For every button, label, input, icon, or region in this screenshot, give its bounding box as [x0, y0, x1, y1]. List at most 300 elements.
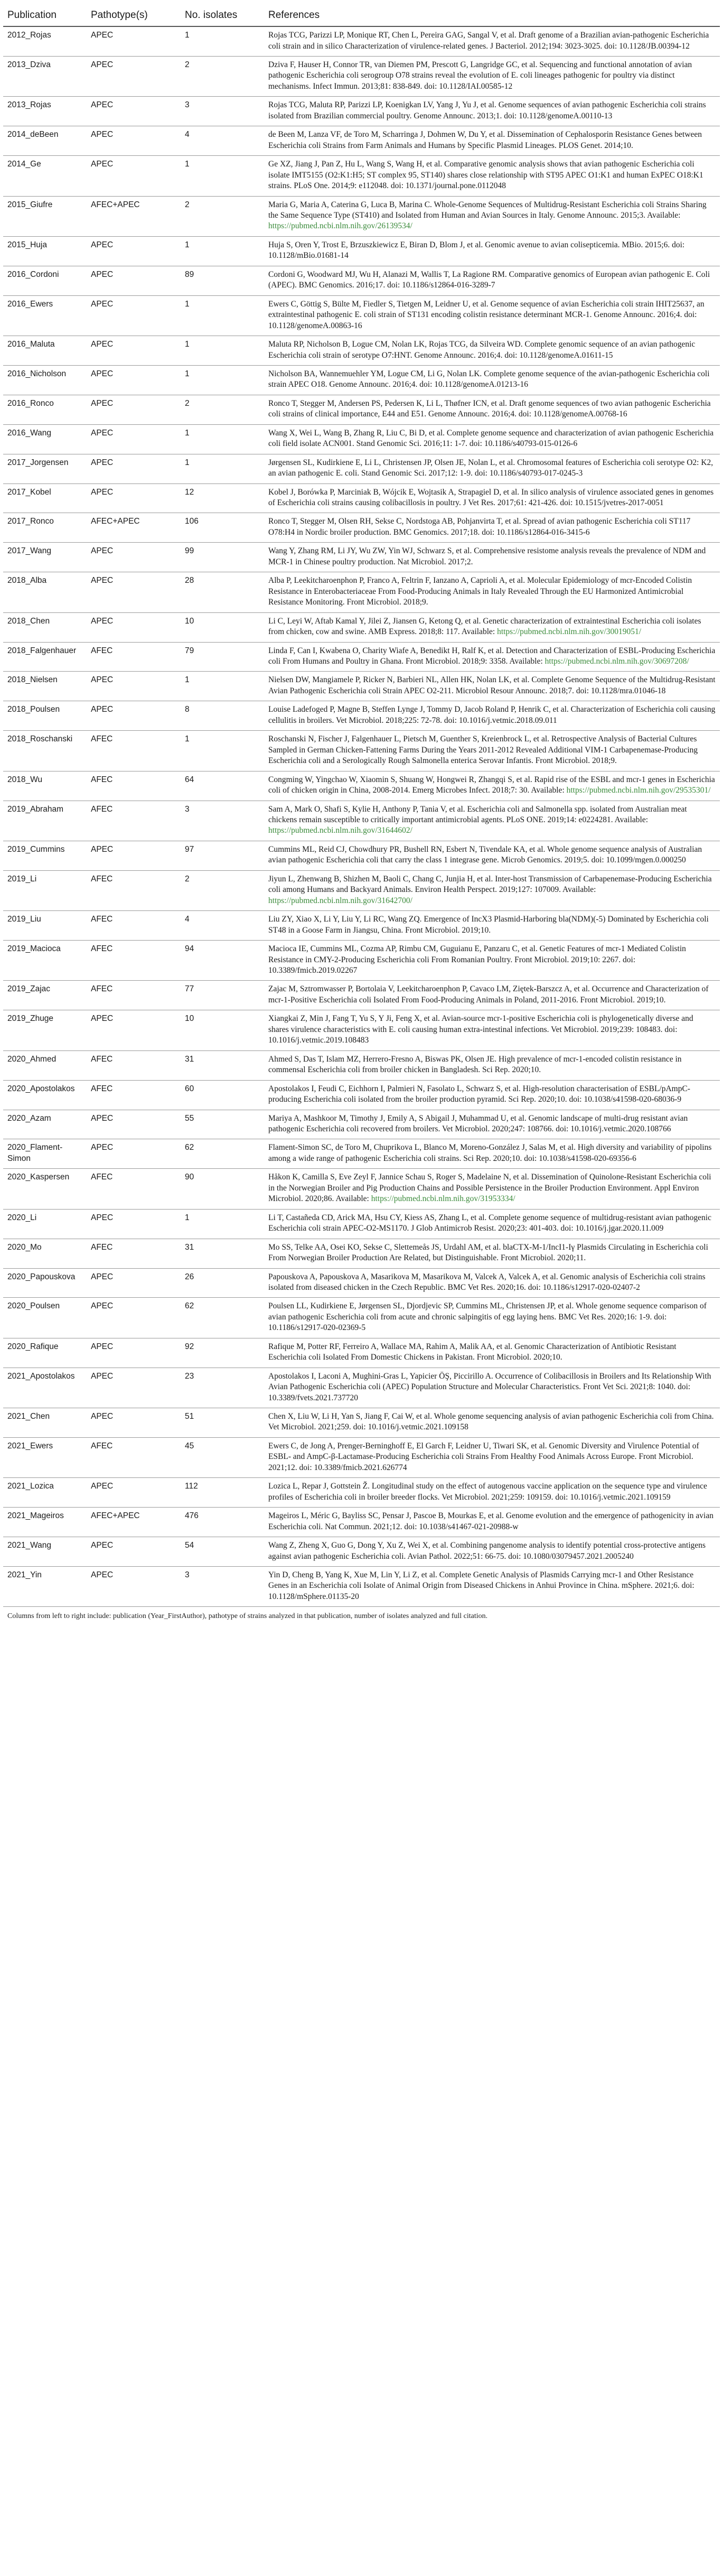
reference-text: de Been M, Lanza VF, de Toro M, Scharringa J, Dohmen W, Du Y, et al. Dissemination of Cephalosporin Resistance Genes between Escherichia coli Strains from Farm Animals and Humans by Specific Plasmid Lineages. PLOS Genet. 2014;10.	[268, 130, 702, 150]
table-row	[3, 731, 720, 771]
reference-text: Papouskova A, Papouskova A, Masarikova M, Masarikova M, Valcek A, Valcek A, et al. Genomic analysis of Escherichia coli strains isolated from diseased chicken in the Czech Republic. BMC Vet Res. 2020;16. doi: 10.1186/s12917-020-02407-2	[268, 1272, 706, 1292]
cell-reference	[264, 97, 720, 126]
table-header-row	[3, 4, 720, 26]
table-row	[3, 1169, 720, 1209]
cell-no-isolates: 45	[181, 1437, 264, 1477]
table-row	[3, 841, 720, 870]
cell-reference	[264, 801, 720, 841]
cell-reference	[264, 1437, 720, 1477]
table-row	[3, 941, 720, 981]
reference-text: Zajac M, Sztromwasser P, Bortolaia V, Leekitcharoenphon P, Cavaco LM, Ziętek-Barszcz A, et al. Occurrence and Characterization of mcr-1-Positive Escherichia coli Isolated From Food-Producing Animals in Poland, 2011-2016. Front Microbiol. 2019;10.	[268, 984, 709, 1005]
cell-pathotype: AFEC	[87, 1050, 181, 1080]
cell-reference	[264, 513, 720, 543]
table-row	[3, 1268, 720, 1298]
cell-pathotype: APEC	[87, 266, 181, 295]
cell-no-isolates: 1	[181, 336, 264, 366]
table-row	[3, 1239, 720, 1268]
cell-pathotype: AFEC+APEC	[87, 1508, 181, 1537]
cell-reference	[264, 236, 720, 266]
cell-reference	[264, 543, 720, 572]
reference-text: Liu ZY, Xiao X, Li Y, Liu Y, Li RC, Wang ZQ. Emergence of IncX3 Plasmid-Harboring bla(NDM)(-5) Dominated by Escherichia coli ST48 in a Goose Farm in Jiangsu, China. Front Microbiol. 2019;10.	[268, 915, 709, 935]
reference-text: Ronco T, Stegger M, Olsen RH, Sekse C, Nordstoga AB, Pohjanvirta T, et al. Spread of avian pathogenic Escherichia coli ST117 O78:H4 in Nordic broiler production. BMC Genomics. 2017;18. doi: 10.1186/s12864-016-3415-6	[268, 517, 691, 537]
cell-reference	[264, 26, 720, 56]
reference-link[interactable]: https://pubmed.ncbi.nlm.nih.gov/31644602/	[268, 826, 412, 835]
cell-no-isolates: 1	[181, 295, 264, 336]
cell-pathotype: APEC	[87, 236, 181, 266]
table-row	[3, 1408, 720, 1438]
cell-publication: 2020_Mo	[3, 1239, 87, 1268]
cell-no-isolates: 1	[181, 454, 264, 483]
cell-publication: 2019_Macioca	[3, 941, 87, 981]
cell-reference	[264, 672, 720, 701]
cell-reference	[264, 1508, 720, 1537]
cell-publication: 2021_Wang	[3, 1537, 87, 1567]
cell-publication: 2020_Rafique	[3, 1338, 87, 1368]
cell-no-isolates: 1	[181, 365, 264, 395]
cell-reference	[264, 911, 720, 941]
publications-table	[3, 4, 720, 1607]
cell-publication: 2019_Liu	[3, 911, 87, 941]
table-row	[3, 365, 720, 395]
reference-text: Congming W, Yingchao W, Xiaomin S, Shuang W, Hongwei R, Zhangqi S, et al. Rapid rise of the ESBL and mcr-1 genes in Escherichia coli of chicken origin in China, 2008-2014. Emerg Microbes Infect. 2018;7: 30. Available:	[268, 775, 715, 795]
table-row	[3, 1298, 720, 1338]
reference-text: Wang Z, Zheng X, Guo G, Dong Y, Xu Z, Wei X, et al. Combining pangenome analysis to identify potential cross-protective antigens against avian pathogenic Escherichia coli. Avian Pathol. 2022;51: 66-75. doi: 10.1080/03079457.2021.2005240	[268, 1541, 706, 1561]
table-row	[3, 126, 720, 156]
cell-pathotype: APEC	[87, 365, 181, 395]
cell-publication: 2018_Chen	[3, 612, 87, 642]
table-row	[3, 1110, 720, 1139]
cell-pathotype: APEC	[87, 1010, 181, 1050]
cell-reference	[264, 56, 720, 96]
cell-reference	[264, 1169, 720, 1209]
table-row	[3, 543, 720, 572]
cell-reference	[264, 126, 720, 156]
table-row	[3, 1537, 720, 1567]
table-row	[3, 236, 720, 266]
header-publication: Publication	[3, 4, 87, 26]
cell-pathotype: APEC	[87, 1408, 181, 1438]
cell-reference	[264, 1139, 720, 1169]
cell-publication: 2020_Flament-Simon	[3, 1139, 87, 1169]
cell-no-isolates: 12	[181, 483, 264, 513]
cell-no-isolates: 1	[181, 236, 264, 266]
cell-pathotype: APEC	[87, 1209, 181, 1239]
cell-publication: 2018_Falgenhauer	[3, 642, 87, 672]
reference-text: Yin D, Cheng B, Yang K, Xue M, Lin Y, Li Z, et al. Complete Genetic Analysis of Plasmids Carrying mcr-1 and Other Resistance Genes in an Escherichia coli Isolate of Animal Origin from Diseased Chickens in Anhui Province in China. mSphere. 2021;6. doi: 10.1128/mSphere.01135-20	[268, 1570, 694, 1601]
cell-reference	[264, 1110, 720, 1139]
cell-pathotype: AFEC+APEC	[87, 513, 181, 543]
table-row	[3, 513, 720, 543]
cell-pathotype: APEC	[87, 1268, 181, 1298]
cell-publication: 2018_Roschanski	[3, 731, 87, 771]
table-row	[3, 395, 720, 424]
table-row	[3, 1209, 720, 1239]
reference-link[interactable]: https://pubmed.ncbi.nlm.nih.gov/30019051/	[497, 627, 642, 637]
cell-pathotype: APEC	[87, 336, 181, 366]
cell-pathotype: AFEC	[87, 911, 181, 941]
table-caption: Columns from left to right include: publication (Year_FirstAuthor), pathotype of strains analyzed in that publication, number of isolates analyzed and full citation.	[7, 1612, 488, 1621]
cell-no-isolates: 4	[181, 911, 264, 941]
reference-text: Ewers C, de Jong A, Prenger-Berninghoff E, El Garch F, Leidner U, Tiwari SK, et al. Genomic Diversity and Virulence Potential of ESBL- and AmpC-β-Lactamase-Producing Escherichia coli Strains From Healthy Food Animals Across Europe. Front Microbiol. 2021;12. doi: 10.3389/fmicb.2021.626774	[268, 1441, 699, 1472]
cell-reference	[264, 1080, 720, 1110]
cell-publication: 2016_Wang	[3, 424, 87, 454]
cell-publication: 2016_Maluta	[3, 336, 87, 366]
cell-no-isolates: 31	[181, 1239, 264, 1268]
cell-pathotype: APEC	[87, 156, 181, 196]
reference-text: Håkon K, Camilla S, Eve Zeyl F, Jannice Schau S, Roger S, Madelaine N, et al. Dissemination of Quinolone-Resistant Escherichia coli in the Norwegian Broiler and Pig Production Chains and Possible Persistence in the Broiler Production Environment. Appl Environ Microbiol. 2020;86. Available:	[268, 1173, 711, 1204]
reference-text: Maria G, Maria A, Caterina G, Luca B, Marina C. Whole-Genome Sequences of Multidrug-Resistant Escherichia coli Strains Sharing the Same Sequence Type (ST410) and Isolated from Human and Avian Sources in Italy. Genome Announc. 2015;3. Available:	[268, 200, 707, 220]
cell-publication: 2015_Giufre	[3, 196, 87, 236]
cell-reference	[264, 483, 720, 513]
cell-pathotype: APEC	[87, 424, 181, 454]
cell-no-isolates: 4	[181, 126, 264, 156]
cell-reference	[264, 981, 720, 1010]
cell-reference	[264, 1298, 720, 1338]
reference-text: Roschanski N, Fischer J, Falgenhauer L, Pietsch M, Guenther S, Kreienbrock L, et al. Retrospective Analysis of Bacterial Cultures Sampled in German Chicken-Fattening Farms During the Years 2011-2012 Revealed Additional VIM-1 Carbapenemase-Producing Escherichia coli and a Serologically Rough Salmonella enterica Serovar Infantis. Front Microbiol. 2018;9.	[268, 734, 698, 766]
reference-text: Li T, Castañeda CD, Arick MA, Hsu CY, Kiess AS, Zhang L, et al. Complete genome sequence of multidrug-resistant avian pathogenic Escherichia coli strain APEC-O2-MS1170. J Glob Antimicrob Resist. 2020;23: 401-403. doi: 10.1016/j.jgar.2020.11.009	[268, 1213, 711, 1233]
reference-text: Apostolakos I, Feudi C, Eichhorn I, Palmieri N, Fasolato L, Schwarz S, et al. High-resolution characterisation of ESBL/pAmpC-producing Escherichia coli isolated from the broiler production pyramid. Sci Rep. 2020;10. doi: 10.1038/s41598-020-68036-9	[268, 1084, 690, 1104]
header-pathotypes: Pathotype(s)	[87, 4, 181, 26]
cell-pathotype: APEC	[87, 1567, 181, 1607]
cell-no-isolates: 54	[181, 1537, 264, 1567]
cell-reference	[264, 572, 720, 612]
table-row	[3, 701, 720, 731]
table-row	[3, 196, 720, 236]
cell-publication: 2017_Ronco	[3, 513, 87, 543]
reference-text: Mariya A, Mashkoor M, Timothy J, Emily A, S Abigail J, Muhammad U, et al. Genomic landscape of multi-drug resistant avian pathogenic Escherichia coli recovered from broilers. Vet Microbiol. 2020;247: 108766. doi: 10.1016/j.vetmic.2020.108766	[268, 1113, 688, 1133]
cell-pathotype: APEC	[87, 97, 181, 126]
cell-publication: 2021_Chen	[3, 1408, 87, 1438]
table-row	[3, 156, 720, 196]
cell-publication: 2017_Wang	[3, 543, 87, 572]
cell-reference	[264, 196, 720, 236]
header-references: References	[264, 4, 720, 26]
cell-pathotype: APEC	[87, 1110, 181, 1139]
cell-no-isolates: 62	[181, 1298, 264, 1338]
reference-text: Mo SS, Telke AA, Osei KO, Sekse C, Slettemeås JS, Urdahl AM, et al. blaCTX-M-1/IncI1-Iγ Plasmids Circulating in Escherichia coli From Norwegian Broiler Production Are Related, but Distinguishable. Front Microbiol. 2020;11.	[268, 1242, 708, 1263]
reference-text: Chen X, Liu W, Li H, Yan S, Jiang F, Cai W, et al. Whole genome sequencing analysis of avian pathogenic Escherichia coli from China. Vet Microbiol. 2021;259. doi: 10.1016/j.vetmic.2021.109158	[268, 1412, 714, 1432]
cell-publication: 2020_Ahmed	[3, 1050, 87, 1080]
cell-reference	[264, 424, 720, 454]
table-row	[3, 266, 720, 295]
table-row	[3, 1368, 720, 1408]
cell-publication: 2018_Nielsen	[3, 672, 87, 701]
cell-reference	[264, 1239, 720, 1268]
cell-publication: 2020_Azam	[3, 1110, 87, 1139]
reference-text: Apostolakos I, Laconi A, Mughini-Gras L, Yapicier ÖŞ, Piccirillo A. Occurrence of Colibacillosis in Broilers and Its Relationship With Avian Pathogenic Escherichia coli (APEC) Population Structure and Molecular Characteristics. Front Vet Sci. 2021;8: 1040. doi: 10.3389/fvets.2021.737720	[268, 1371, 711, 1402]
cell-reference	[264, 642, 720, 672]
cell-no-isolates: 97	[181, 841, 264, 870]
cell-pathotype: APEC	[87, 1478, 181, 1508]
cell-no-isolates: 3	[181, 1567, 264, 1607]
table-row	[3, 424, 720, 454]
reference-text: Rojas TCG, Maluta RP, Parizzi LP, Koenigkan LV, Yang J, Yu J, et al. Genome sequences of avian pathogenic Escherichia coli strains isolated from Brazilian commercial poultry. Genome Announc. 2013;1. doi: 10.1128/genomeA.00110-13	[268, 100, 706, 120]
reference-text: Wang X, Wei L, Wang B, Zhang R, Liu C, Bi D, et al. Complete genome sequence and characterization of avian pathogenic Escherichia coli field isolate ACN001. Stand Genomic Sci. 2016;11: 1-7. doi: 10.1186/s40793-015-0126-6	[268, 428, 714, 449]
reference-text: Rojas TCG, Parizzi LP, Monique RT, Chen L, Pereira GAG, Sangal V, et al. Draft genome of a Brazilian avian-pathogenic Escherichia coli strain and in silico Characterization of virulence-related genes. J Bacteriol. 2012;194: 3023-3025. doi: 10.1128/JB.00394-12	[268, 31, 709, 51]
cell-pathotype: APEC	[87, 395, 181, 424]
cell-publication: 2016_Nicholson	[3, 365, 87, 395]
table-row	[3, 1478, 720, 1508]
reference-link[interactable]: https://pubmed.ncbi.nlm.nih.gov/30697208/	[544, 657, 689, 666]
table-row	[3, 981, 720, 1010]
cell-pathotype: APEC	[87, 841, 181, 870]
cell-pathotype: APEC	[87, 454, 181, 483]
cell-publication: 2021_Ewers	[3, 1437, 87, 1477]
table-row	[3, 672, 720, 701]
reference-text: Kobel J, Borówka P, Marciniak B, Wójcik E, Wojtasik A, Strapagiel D, et al. In silico analysis of virulence associated genes in genomes of Escherichia coli strains causing colibacillosis in poultry. J Vet Res. 2017;61: 421-426. doi: 10.1515/jvetres-2017-0051	[268, 487, 714, 508]
table-row	[3, 454, 720, 483]
reference-text: Lozica L, Repar J, Gottstein Ž. Longitudinal study on the effect of autogenous vaccine application on the sequence type and virulence profiles of Escherichia coli in broiler breeder flocks. Vet Microbiol. 2021;259: 109159. doi: 10.1016/j.vetmic.2021.109159	[268, 1482, 707, 1502]
table-row	[3, 1338, 720, 1368]
cell-publication: 2020_Kaspersen	[3, 1169, 87, 1209]
cell-publication: 2021_Yin	[3, 1567, 87, 1607]
cell-publication: 2019_Li	[3, 870, 87, 910]
cell-reference	[264, 941, 720, 981]
reference-text: Maluta RP, Nicholson B, Logue CM, Nolan LK, Rojas TCG, da Silveira WD. Complete genomic sequence of an avian pathogenic Escherichia coli strain of serotype O7:HNT. Genome Announc. 2016;4. doi: 10.1128/genomeA.01611-15	[268, 340, 696, 360]
reference-text: Dziva F, Hauser H, Connor TR, van Diemen PM, Prescott G, Langridge GC, et al. Sequencing and functional annotation of avian pathogenic Escherichia coli serogroup O78 strains reveal the evolution of E. coli lineages pathogenic for poultry via distinct mechanisms. Infect Immun. 2013;81: 838-849. doi: 10.1128/IAI.00585-12	[268, 60, 692, 91]
reference-text: Louise Ladefoged P, Magne B, Steffen Lynge J, Tommy D, Jacob Roland P, Henrik C, et al. Characterization of Escherichia coli causing cellulitis in broilers. Vet Microbiol. 2018;225: 72-78. doi: 10.1016/j.vetmic.2018.09.011	[268, 705, 716, 725]
cell-pathotype: AFEC	[87, 1239, 181, 1268]
cell-pathotype: AFEC	[87, 1080, 181, 1110]
cell-publication: 2020_Poulsen	[3, 1298, 87, 1338]
cell-pathotype: AFEC	[87, 941, 181, 981]
cell-reference	[264, 365, 720, 395]
cell-reference	[264, 1010, 720, 1050]
table-row	[3, 1508, 720, 1537]
cell-pathotype: AFEC	[87, 801, 181, 841]
reference-text: Nielsen DW, Mangiamele P, Ricker N, Barbieri NL, Allen HK, Nolan LK, et al. Complete Genome Sequence of the Multidrug-Resistant Avian Pathogenic Escherichia coli Strain APEC O2-211. Microbiol Resour Announc. 2018;7. doi: 10.1128/mra.01046-18	[268, 675, 716, 695]
cell-pathotype: AFEC	[87, 771, 181, 801]
cell-no-isolates: 77	[181, 981, 264, 1010]
reference-text: Ewers C, Göttig S, Bülte M, Fiedler S, Tietgen M, Leidner U, et al. Genome sequence of avian Escherichia coli strain IHIT25637, an extraintestinal pathogenic E. coli strain of ST131 encoding colistin resistance determinant MCR-1. Genome Announc. 2016;4. doi: 10.1128/genomeA.00863-16	[268, 299, 705, 330]
reference-text: Li C, Leyi W, Aftab Kamal Y, Jilei Z, Jiansen G, Ketong Q, et al. Genetic characterization of extraintestinal Escherichia coli isolates from chicken, cow and swine. AMB Express. 2018;8: 117. Available:	[268, 616, 701, 637]
cell-publication: 2019_Abraham	[3, 801, 87, 841]
table-row	[3, 572, 720, 612]
cell-no-isolates: 28	[181, 572, 264, 612]
reference-text: Ge XZ, Jiang J, Pan Z, Hu L, Wang S, Wang H, et al. Comparative genomic analysis shows that avian pathogenic Escherichia coli isolate IMT5155 (O2:K1:H5; ST complex 95, ST140) shares close relationship with ST95 APEC O1:K1 and human ExPEC O18:K1 strains. PLoS One. 2014;9: e112048. doi: 10.1371/journal.pone.0112048	[268, 160, 703, 191]
cell-reference	[264, 1368, 720, 1408]
table-row	[3, 771, 720, 801]
cell-reference	[264, 1209, 720, 1239]
cell-no-isolates: 2	[181, 870, 264, 910]
reference-text: Mageiros L, Méric G, Bayliss SC, Pensar J, Pascoe B, Mourkas E, et al. Genome evolution and the emergence of pathogenicity in avian Escherichia coli. Nat Commun. 2021;12. doi: 10.1038/s41467-021-20988-w	[268, 1511, 713, 1531]
reference-text: Wang Y, Zhang RM, Li JY, Wu ZW, Yin WJ, Schwarz S, et al. Comprehensive resistome analysis reveals the prevalence of NDM and MCR-1 in Chinese poultry production. Nat Microbiol. 2017;2.	[268, 546, 706, 566]
cell-pathotype: APEC	[87, 612, 181, 642]
cell-reference	[264, 731, 720, 771]
table-row	[3, 295, 720, 336]
table-row	[3, 26, 720, 56]
reference-text: Ahmed S, Das T, Islam MZ, Herrero-Fresno A, Biswas PK, Olsen JE. High prevalence of mcr-1-encoded colistin resistance in commensal Escherichia coli from broiler chicken in Bangladesh. Sci Rep. 2020;10.	[268, 1054, 682, 1075]
cell-reference	[264, 395, 720, 424]
cell-no-isolates: 10	[181, 1010, 264, 1050]
table-row	[3, 870, 720, 910]
cell-reference	[264, 870, 720, 910]
cell-publication: 2021_Mageiros	[3, 1508, 87, 1537]
table-row	[3, 612, 720, 642]
cell-reference	[264, 336, 720, 366]
reference-text: Linda F, Can I, Kwabena O, Charity Wiafe A, Benedikt H, Ralf K, et al. Detection and Characterization of ESBL-Producing Escherichia coli From Humans and Poultry in Ghana. Front Microbiol. 2018;9: 3358. Available:	[268, 646, 716, 666]
cell-no-isolates: 1	[181, 424, 264, 454]
table-row	[3, 1010, 720, 1050]
table-row	[3, 1080, 720, 1110]
cell-no-isolates: 2	[181, 196, 264, 236]
cell-publication: 2016_Ewers	[3, 295, 87, 336]
cell-no-isolates: 2	[181, 395, 264, 424]
cell-publication: 2016_Ronco	[3, 395, 87, 424]
cell-publication: 2017_Jorgensen	[3, 454, 87, 483]
cell-reference	[264, 295, 720, 336]
cell-no-isolates: 62	[181, 1139, 264, 1169]
cell-no-isolates: 3	[181, 801, 264, 841]
cell-reference	[264, 612, 720, 642]
cell-pathotype: APEC	[87, 1368, 181, 1408]
cell-pathotype: APEC	[87, 295, 181, 336]
cell-publication: 2019_Zhuge	[3, 1010, 87, 1050]
table-row	[3, 1567, 720, 1607]
cell-reference	[264, 266, 720, 295]
cell-no-isolates: 55	[181, 1110, 264, 1139]
cell-no-isolates: 10	[181, 612, 264, 642]
reference-link[interactable]: https://pubmed.ncbi.nlm.nih.gov/29535301/	[566, 786, 711, 795]
reference-text: Jiyun L, Zhenwang B, Shizhen M, Baoli C, Chang C, Junjia H, et al. Inter-host Transmission of Carbapenemase-Producing Escherichia coli among Humans and Backyard Animals. Environ Health Perspect. 2019;127: 107009. Available:	[268, 874, 712, 895]
cell-publication: 2013_Rojas	[3, 97, 87, 126]
cell-reference	[264, 771, 720, 801]
cell-pathotype: APEC	[87, 1298, 181, 1338]
cell-no-isolates: 99	[181, 543, 264, 572]
reference-text: Alba P, Leekitcharoenphon P, Franco A, Feltrin F, Ianzano A, Caprioli A, et al. Molecular Epidemiology of mcr-Encoded Colistin Resistance in Enterobacteriaceae From Food-Producing Animals in Italy Revealed Through the EU Harmonized Antimicrobial Resistance Monitoring. Front Microbiol. 2018;9.	[268, 576, 692, 607]
header-no-isolates: No. isolates	[181, 4, 264, 26]
cell-pathotype: APEC	[87, 1139, 181, 1169]
cell-reference	[264, 1478, 720, 1508]
table-row	[3, 1437, 720, 1477]
reference-text: Cummins ML, Reid CJ, Chowdhury PR, Bushell RN, Esbert N, Tivendale KA, et al. Whole genome sequence analysis of Australian avian pathogenic Escherichia coli that carry the class 1 integrase gene. Microb Genomics. 2019;5. doi: 10.1099/mgen.0.000250	[268, 844, 702, 865]
cell-reference	[264, 841, 720, 870]
cell-no-isolates: 89	[181, 266, 264, 295]
cell-no-isolates: 8	[181, 701, 264, 731]
cell-no-isolates: 79	[181, 642, 264, 672]
cell-pathotype: AFEC	[87, 731, 181, 771]
cell-publication: 2014_deBeen	[3, 126, 87, 156]
cell-pathotype: AFEC+APEC	[87, 196, 181, 236]
cell-no-isolates: 64	[181, 771, 264, 801]
cell-no-isolates: 60	[181, 1080, 264, 1110]
cell-publication: 2020_Papouskova	[3, 1268, 87, 1298]
table-row	[3, 336, 720, 366]
cell-no-isolates: 1	[181, 731, 264, 771]
cell-no-isolates: 3	[181, 97, 264, 126]
cell-publication: 2012_Rojas	[3, 26, 87, 56]
reference-link[interactable]: https://pubmed.ncbi.nlm.nih.gov/31953334/	[371, 1194, 515, 1204]
cell-no-isolates: 26	[181, 1268, 264, 1298]
cell-no-isolates: 112	[181, 1478, 264, 1508]
table-row	[3, 1139, 720, 1169]
table-row	[3, 801, 720, 841]
table-row	[3, 483, 720, 513]
cell-no-isolates: 1	[181, 1209, 264, 1239]
cell-no-isolates: 476	[181, 1508, 264, 1537]
reference-text: Cordoni G, Woodward MJ, Wu H, Alanazi M, Wallis T, La Ragione RM. Comparative genomics of European avian pathogenic E. Coli (APEC). BMC Genomics. 2016;17. doi: 10.1186/s12864-016-3289-7	[268, 269, 710, 290]
cell-reference	[264, 1567, 720, 1607]
cell-pathotype: APEC	[87, 1537, 181, 1567]
reference-text: Poulsen LL, Kudirkiene E, Jørgensen SL, Djordjevic SP, Cummins ML, Christensen JP, et al. Whole genome sequence comparison of avian pathogenic Escherichia coli from acute and chronic salpingitis of egg laying hens. BMC Vet Res. 2020;16: 1-9. doi: 10.1186/s12917-020-02369-5	[268, 1301, 707, 1333]
reference-link[interactable]: https://pubmed.ncbi.nlm.nih.gov/31642700/	[268, 896, 412, 905]
cell-publication: 2020_Li	[3, 1209, 87, 1239]
table-row	[3, 642, 720, 672]
cell-no-isolates: 51	[181, 1408, 264, 1438]
cell-publication: 2018_Poulsen	[3, 701, 87, 731]
reference-text: Macioca IE, Cummins ML, Cozma AP, Rimbu CM, Guguianu E, Panzaru C, et al. Genetic Features of mcr-1 Mediated Colistin Resistance in CMY-2-Producing Escherichia coli From Romanian Poultry. Front Microbiol. 2019;10: 2267. doi: 10.3389/fmicb.2019.02267	[268, 944, 686, 975]
cell-publication: 2019_Zajac	[3, 981, 87, 1010]
cell-no-isolates: 92	[181, 1338, 264, 1368]
cell-reference	[264, 1268, 720, 1298]
cell-reference	[264, 1050, 720, 1080]
cell-no-isolates: 31	[181, 1050, 264, 1080]
table-row	[3, 911, 720, 941]
cell-reference	[264, 701, 720, 731]
reference-text: Rafique M, Potter RF, Ferreiro A, Wallace MA, Rahim A, Malik AA, et al. Genomic Characterization of Antibiotic Resistant Escherichia coli Isolated From Domestic Chickens in Pakistan. Front Microbiol. 2020;10.	[268, 1342, 677, 1362]
reference-text: Xiangkai Z, Min J, Fang T, Yu S, Y Ji, Feng X, et al. Avian-source mcr-1-positive Escherichia coli is phylogenetically diverse and shares virulence characteristics with E. coli causing human extra-intestinal infections. Vet Microbiol. 2019;239: 108483. doi: 10.1016/j.vetmic.2019.108483	[268, 1014, 693, 1045]
reference-text: Ronco T, Stegger M, Andersen PS, Pedersen K, Li L, Thøfner ICN, et al. Draft genome sequences of two avian pathogenic Escherichia coli strains of clinical importance, E44 and E51. Genome Announc. 2016;4. doi: 10.1128/genomeA.00768-16	[268, 398, 711, 419]
cell-reference	[264, 1408, 720, 1438]
cell-no-isolates: 1	[181, 26, 264, 56]
cell-reference	[264, 156, 720, 196]
cell-pathotype: APEC	[87, 126, 181, 156]
cell-publication: 2016_Cordoni	[3, 266, 87, 295]
cell-reference	[264, 1338, 720, 1368]
cell-no-isolates: 2	[181, 56, 264, 96]
cell-no-isolates: 1	[181, 156, 264, 196]
cell-publication: 2013_Dziva	[3, 56, 87, 96]
cell-publication: 2019_Cummins	[3, 841, 87, 870]
reference-text: Jørgensen SL, Kudirkiene E, Li L, Christensen JP, Olsen JE, Nolan L, et al. Chromosomal features of Escherichia coli serotype O2: K2, an avian pathogenic E. coli. Stand Genomic Sci. 2017;12: 1-9. doi: 10.1186/s40793-017-0245-3	[268, 458, 713, 478]
cell-pathotype: APEC	[87, 701, 181, 731]
table-row	[3, 97, 720, 126]
cell-pathotype: AFEC	[87, 642, 181, 672]
cell-publication: 2014_Ge	[3, 156, 87, 196]
cell-pathotype: APEC	[87, 483, 181, 513]
cell-reference	[264, 454, 720, 483]
cell-no-isolates: 1	[181, 672, 264, 701]
cell-no-isolates: 106	[181, 513, 264, 543]
reference-text: Huja S, Oren Y, Trost E, Brzuszkiewicz E, Biran D, Blom J, et al. Genomic avenue to avian colisepticemia. MBio. 2015;6. doi: 10.1128/mBio.01681-14	[268, 240, 685, 261]
cell-pathotype: AFEC	[87, 1437, 181, 1477]
cell-publication: 2021_Lozica	[3, 1478, 87, 1508]
table-body	[3, 26, 720, 1607]
cell-pathotype: AFEC	[87, 981, 181, 1010]
cell-reference	[264, 1537, 720, 1567]
cell-publication: 2017_Kobel	[3, 483, 87, 513]
cell-publication: 2018_Wu	[3, 771, 87, 801]
cell-pathotype: APEC	[87, 572, 181, 612]
table-row	[3, 1050, 720, 1080]
reference-text: Sam A, Mark O, Shafi S, Kylie H, Anthony P, Tania V, et al. Escherichia coli and Salmonella spp. isolated from Australian meat chickens remain susceptible to critically important antimicrobial agents. PLoS ONE. 2019;14: e0224281. Available:	[268, 804, 687, 824]
cell-pathotype: AFEC	[87, 870, 181, 910]
table-row	[3, 56, 720, 96]
cell-publication: 2020_Apostolakos	[3, 1080, 87, 1110]
reference-text: Flament-Simon SC, de Toro M, Chuprikova L, Blanco M, Moreno-González J, Salas M, et al. High diversity and variability of pipolins among a wide range of pathogenic Escherichia coli strains. Sci Rep. 2020;10. doi: 10.1038/s41598-020-69356-6	[268, 1143, 712, 1163]
cell-pathotype: APEC	[87, 672, 181, 701]
cell-no-isolates: 94	[181, 941, 264, 981]
reference-link[interactable]: https://pubmed.ncbi.nlm.nih.gov/26139534/	[268, 221, 412, 231]
cell-no-isolates: 23	[181, 1368, 264, 1408]
cell-pathotype: APEC	[87, 543, 181, 572]
cell-no-isolates: 90	[181, 1169, 264, 1209]
cell-publication: 2021_Apostolakos	[3, 1368, 87, 1408]
cell-pathotype: APEC	[87, 26, 181, 56]
cell-pathotype: APEC	[87, 1338, 181, 1368]
cell-pathotype: APEC	[87, 56, 181, 96]
cell-publication: 2015_Huja	[3, 236, 87, 266]
